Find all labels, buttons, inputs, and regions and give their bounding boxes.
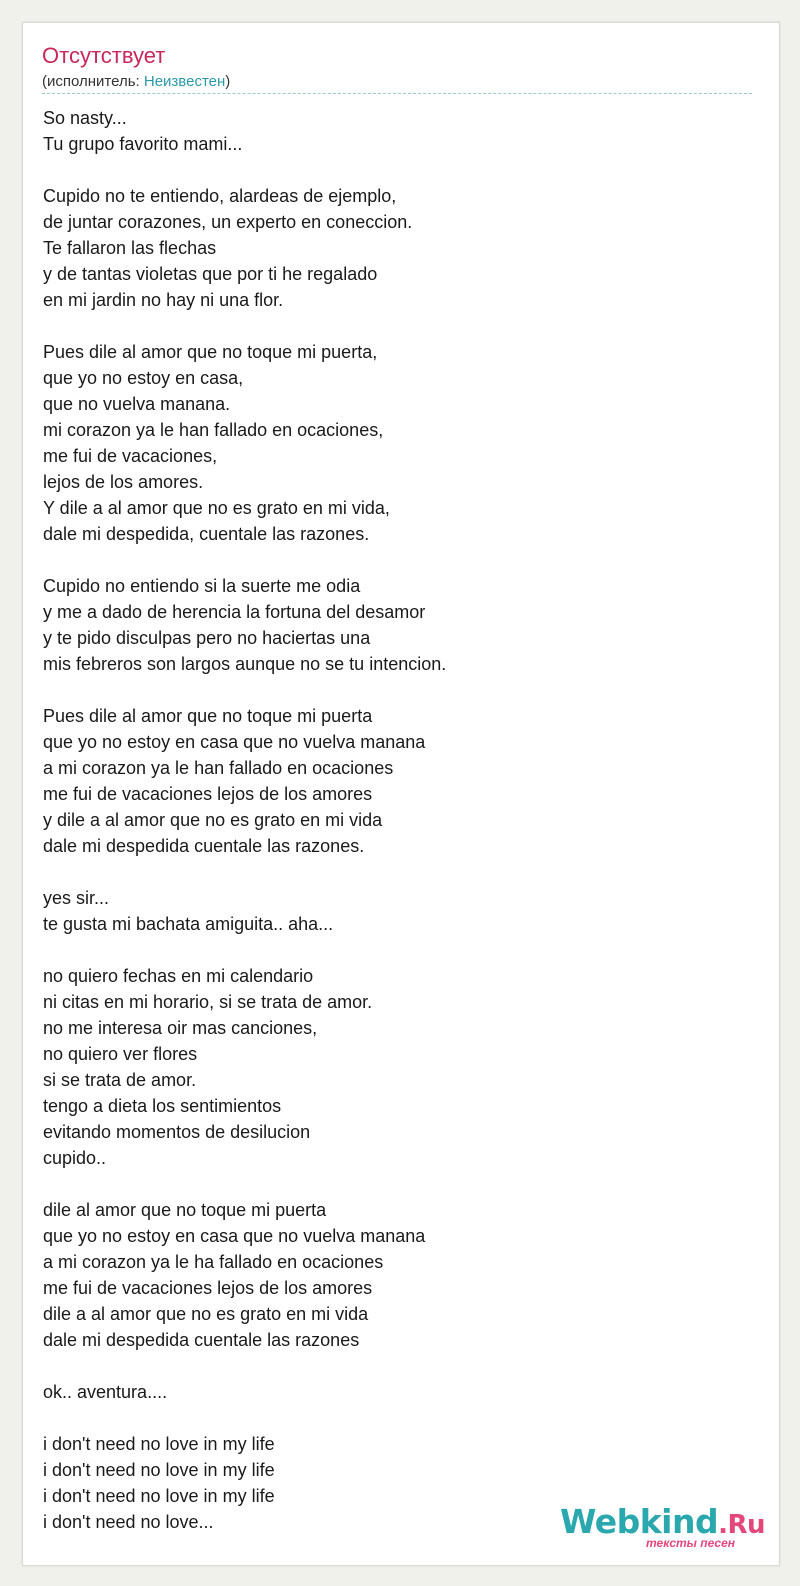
lyrics-stanza [43, 963, 753, 1171]
lyric-line: cupido.. [43, 1148, 107, 1168]
lyric-line: ok.. aventura.... [43, 1382, 168, 1402]
lyric-line: y dile a al amor que no es grato en mi vida [43, 810, 383, 830]
lyrics-stanza [43, 1379, 753, 1405]
lyric-line: mi corazon ya le han fallado en ocaciones, [43, 420, 384, 440]
lyric-line: Pues dile al amor que no toque mi puerta, [43, 342, 378, 362]
lyrics-stanza [43, 183, 753, 313]
lyrics-stanza [43, 1197, 753, 1353]
artist-link[interactable]: Неизвестен [143, 73, 226, 90]
lyric-line: So nasty... [43, 108, 127, 128]
lyric-line: i don't need no love... [43, 1512, 214, 1532]
lyric-line: Cupido no entiendo si la suerte me odia [43, 576, 361, 596]
lyric-line: si se trata de amor. [43, 1070, 197, 1090]
lyric-line: me fui de vacaciones, [43, 446, 218, 466]
title-divider [42, 93, 752, 94]
artist-line [42, 73, 230, 91]
lyric-line: lejos de los amores. [43, 472, 204, 492]
lyric-line: de juntar corazones, un experto en coneccion. [43, 212, 413, 232]
lyric-line: me fui de vacaciones lejos de los amores [43, 784, 373, 804]
lyric-line: i don't need no love in my life [43, 1460, 275, 1480]
lyric-line: a mi corazon ya le ha fallado en ocaciones [43, 1252, 384, 1272]
artist-prefix: (исполнитель: [42, 73, 144, 90]
lyric-line: no quiero fechas en mi calendario [43, 966, 314, 986]
lyric-line: dile a al amor que no es grato en mi vida [43, 1304, 369, 1324]
lyrics-stanza [43, 339, 753, 547]
lyric-line: en mi jardin no hay ni una flor. [43, 290, 284, 310]
lyric-line: me fui de vacaciones lejos de los amores [43, 1278, 373, 1298]
lyric-line: tengo a dieta los sentimientos [43, 1096, 282, 1116]
lyric-line: Tu grupo favorito mami... [43, 134, 243, 154]
lyric-line: mis febreros son largos aunque no se tu intencion. [43, 654, 447, 674]
lyric-line: dile al amor que no toque mi puerta [43, 1200, 327, 1220]
lyric-line: no me interesa oir mas canciones, [43, 1018, 318, 1038]
lyric-line: y me a dado de herencia la fortuna del desamor [43, 602, 426, 622]
lyric-line: y de tantas violetas que por ti he regalado [43, 264, 378, 284]
lyrics-body [43, 105, 753, 1561]
lyric-line: y te pido disculpas pero no haciertas una [43, 628, 371, 648]
lyric-line: a mi corazon ya le han fallado en ocaciones [43, 758, 394, 778]
lyric-line: no quiero ver flores [43, 1044, 198, 1064]
logo-tld: .Ru [718, 1510, 765, 1540]
lyrics-stanza [43, 105, 753, 157]
lyric-line: te gusta mi bachata amiguita.. aha... [43, 914, 334, 934]
lyric-line: i don't need no love in my life [43, 1486, 275, 1506]
lyric-line: dale mi despedida, cuentale las razones. [43, 524, 370, 544]
lyric-line: dale mi despedida cuentale las razones. [43, 836, 365, 856]
lyric-line: i don't need no love in my life [43, 1434, 275, 1454]
lyrics-stanza [43, 703, 753, 859]
lyric-line: evitando momentos de desilucion [43, 1122, 311, 1142]
lyric-line: que no vuelva manana. [43, 394, 231, 414]
lyric-line: Cupido no te entiendo, alardeas de ejemplo, [43, 186, 397, 206]
lyrics-card [22, 22, 780, 1566]
lyric-line: dale mi despedida cuentale las razones [43, 1330, 360, 1350]
lyric-line: Pues dile al amor que no toque mi puerta [43, 706, 373, 726]
lyric-line: Te fallaron las flechas [43, 238, 217, 258]
lyrics-stanza [43, 573, 753, 677]
lyric-line: que yo no estoy en casa, [43, 368, 244, 388]
lyric-line: que yo no estoy en casa que no vuelva manana [43, 1226, 426, 1246]
lyric-line: ni citas en mi horario, si se trata de amor. [43, 992, 373, 1012]
logo-tagline: тексты песен [646, 1536, 735, 1550]
lyric-line: yes sir... [43, 888, 110, 908]
song-title: Отсутствует [42, 43, 166, 68]
lyric-line: que yo no estoy en casa que no vuelva manana [43, 732, 426, 752]
site-logo[interactable] [559, 1502, 765, 1553]
lyrics-stanza [43, 885, 753, 937]
artist-suffix: ) [225, 73, 231, 90]
logo-word: Webkind [559, 1502, 719, 1541]
lyric-line: Y dile a al amor que no es grato en mi vida, [43, 498, 390, 518]
